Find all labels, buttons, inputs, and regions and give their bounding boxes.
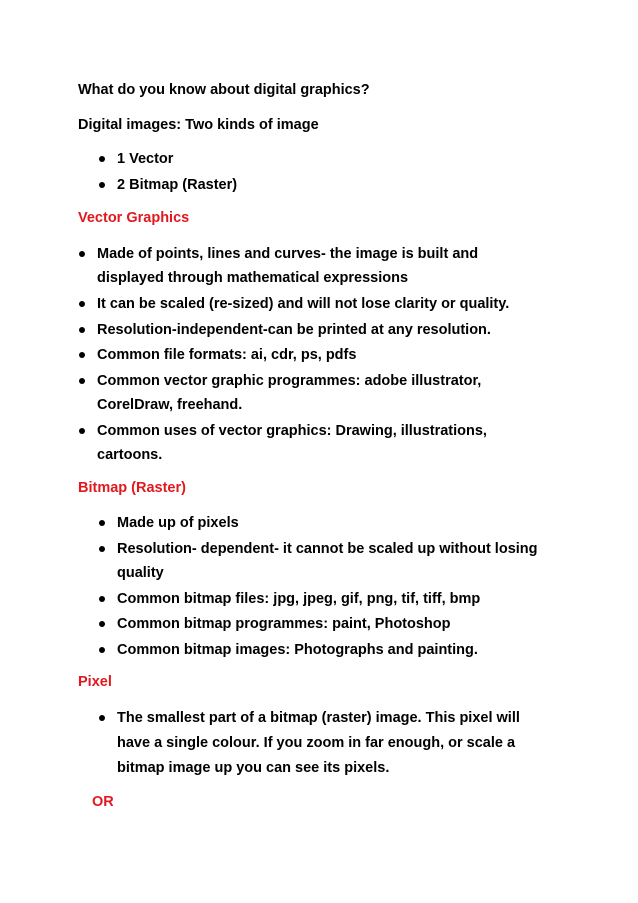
vector-item-6-line-2: cartoons. xyxy=(97,447,163,463)
bitmap-item-4: Common bitmap programmes: paint, Photoshop xyxy=(117,616,451,632)
bullet-icon xyxy=(79,327,85,333)
kind-item-bitmap: 2 Bitmap (Raster) xyxy=(117,177,238,193)
kinds-title: Digital images: Two kinds of image xyxy=(78,117,319,133)
bullet-icon xyxy=(99,182,105,188)
pixel-item-1-line-2: have a single colour. If you zoom in far enough, or scale a xyxy=(117,735,516,751)
bitmap-item-5: Common bitmap images: Photographs and painting. xyxy=(117,642,478,658)
bitmap-item-2-line-1: Resolution- dependent- it cannot be scaled up without losing xyxy=(117,541,538,557)
vector-item-2: It can be scaled (re-sized) and will not lose clarity or quality. xyxy=(97,296,510,312)
or-label: OR xyxy=(92,794,114,810)
bullet-icon xyxy=(79,251,85,257)
pixel-item-1-line-3: bitmap image up you can see its pixels. xyxy=(117,760,390,776)
bullet-icon xyxy=(99,715,105,721)
bullet-icon xyxy=(79,378,85,384)
bitmap-item-1: Made up of pixels xyxy=(117,515,239,531)
pixel-heading: Pixel xyxy=(78,674,112,690)
pixel-item-1-line-1: The smallest part of a bitmap (raster) image. This pixel will xyxy=(117,710,520,726)
vector-item-3: Resolution-independent-can be printed at any resolution. xyxy=(97,322,491,338)
bitmap-item-2-line-2: quality xyxy=(117,565,164,581)
bullet-icon xyxy=(79,301,85,307)
bullet-icon xyxy=(99,621,105,627)
vector-item-1-line-1: Made of points, lines and curves- the image is built and xyxy=(97,246,479,262)
bullet-icon xyxy=(99,546,105,552)
bitmap-heading: Bitmap (Raster) xyxy=(78,480,186,496)
bullet-icon xyxy=(99,647,105,653)
vector-item-5-line-1: Common vector graphic programmes: adobe illustrator, xyxy=(97,373,482,389)
bullet-icon xyxy=(79,352,85,358)
bullet-icon xyxy=(79,428,85,434)
intro-question: What do you know about digital graphics? xyxy=(78,82,370,98)
vector-item-6-line-1: Common uses of vector graphics: Drawing, illustrations, xyxy=(97,423,487,439)
vector-item-1-line-2: displayed through mathematical expressions xyxy=(97,270,409,286)
bullet-icon xyxy=(99,156,105,162)
bullet-icon xyxy=(99,520,105,526)
bullet-icon xyxy=(99,596,105,602)
vector-item-4: Common file formats: ai, cdr, ps, pdfs xyxy=(97,347,357,363)
bitmap-item-3: Common bitmap files: jpg, jpeg, gif, png, tif, tiff, bmp xyxy=(117,591,481,607)
kind-item-vector: 1 Vector xyxy=(117,151,174,167)
vector-item-5-line-2: CorelDraw, freehand. xyxy=(97,397,243,413)
vector-heading: Vector Graphics xyxy=(78,210,190,226)
